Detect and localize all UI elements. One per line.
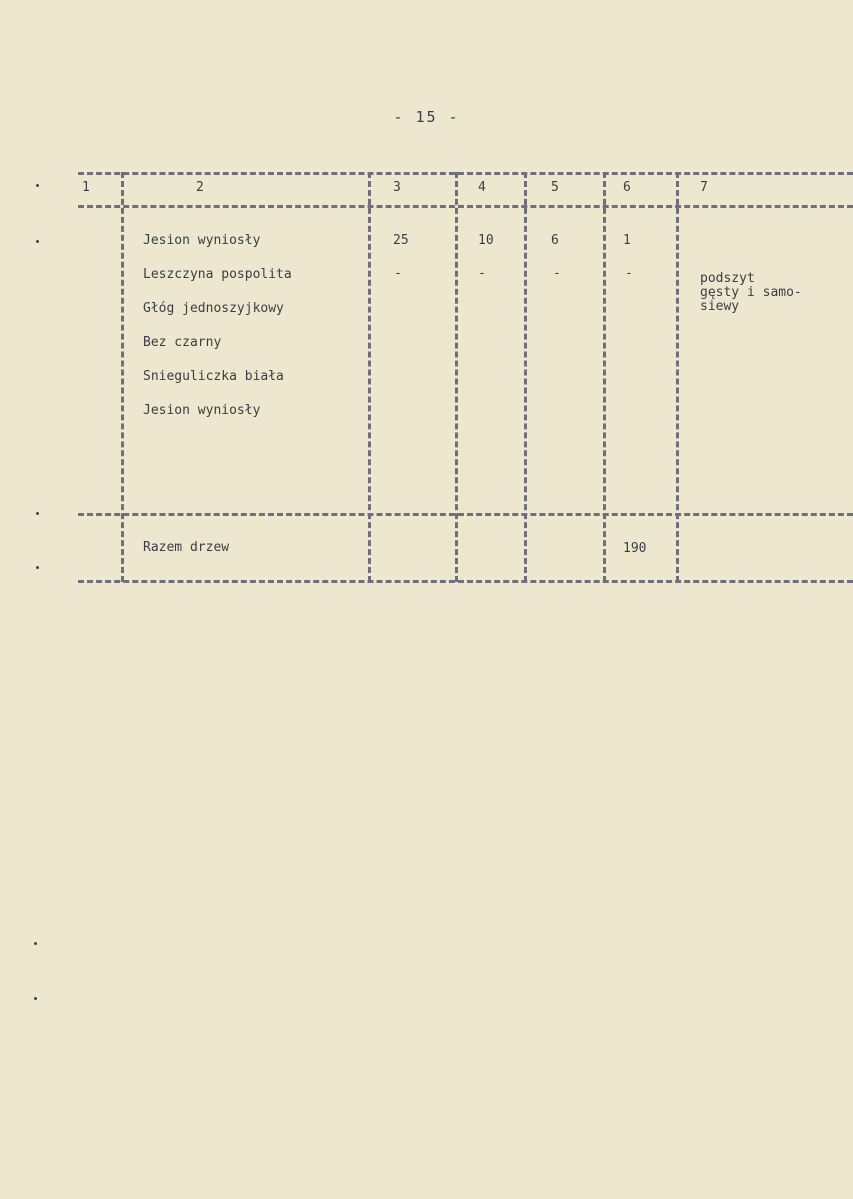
margin-mark (36, 512, 39, 515)
column-divider-3 (455, 172, 458, 582)
total-col6-value: 190 (623, 541, 647, 556)
table-bottom-border (78, 580, 853, 583)
margin-mark (34, 942, 37, 945)
row2-col6-value: - (625, 266, 633, 281)
remark-line-1: podszyt (700, 271, 755, 286)
header-col-6: 6 (623, 180, 631, 195)
header-bottom-border (78, 205, 853, 208)
margin-mark (36, 566, 39, 569)
column-divider-2 (368, 172, 371, 582)
margin-mark (34, 997, 37, 1000)
table-top-border (78, 172, 853, 175)
species-name-3: Głóg jednoszyjkowy (143, 301, 284, 316)
header-col-3: 3 (393, 180, 401, 195)
remark-line-3: siewy (700, 299, 740, 314)
row2-col3-value: - (394, 266, 402, 281)
column-divider-5 (603, 172, 606, 582)
row1-col5-value: 6 (551, 233, 559, 248)
remark-line-2: gęsty i samo- (700, 285, 802, 300)
total-label: Razem drzew (143, 540, 230, 555)
row1-col4-value: 10 (478, 233, 494, 248)
header-col-2: 2 (196, 180, 204, 195)
column-divider-6 (676, 172, 679, 582)
species-name-2: Leszczyna pospolita (143, 267, 292, 282)
margin-mark (36, 184, 39, 187)
species-name-5: Snieguliczka biała (143, 369, 284, 384)
margin-mark (36, 240, 39, 243)
header-col-7: 7 (700, 180, 708, 195)
row1-col6-value: 1 (623, 233, 631, 248)
header-col-5: 5 (551, 180, 559, 195)
species-name-4: Bez czarny (143, 335, 222, 350)
body-bottom-border (78, 513, 853, 516)
page-number: - 15 - (393, 108, 460, 126)
species-name-6: Jesion wyniosły (143, 403, 261, 418)
species-name-1: Jesion wyniosły (143, 233, 261, 248)
row2-col5-value: - (553, 266, 561, 281)
header-col-1: 1 (82, 180, 90, 195)
header-col-4: 4 (478, 180, 486, 195)
column-divider-4 (524, 172, 527, 582)
row2-col4-value: - (478, 266, 486, 281)
row1-col3-value: 25 (393, 233, 409, 248)
column-divider-1 (121, 172, 124, 582)
